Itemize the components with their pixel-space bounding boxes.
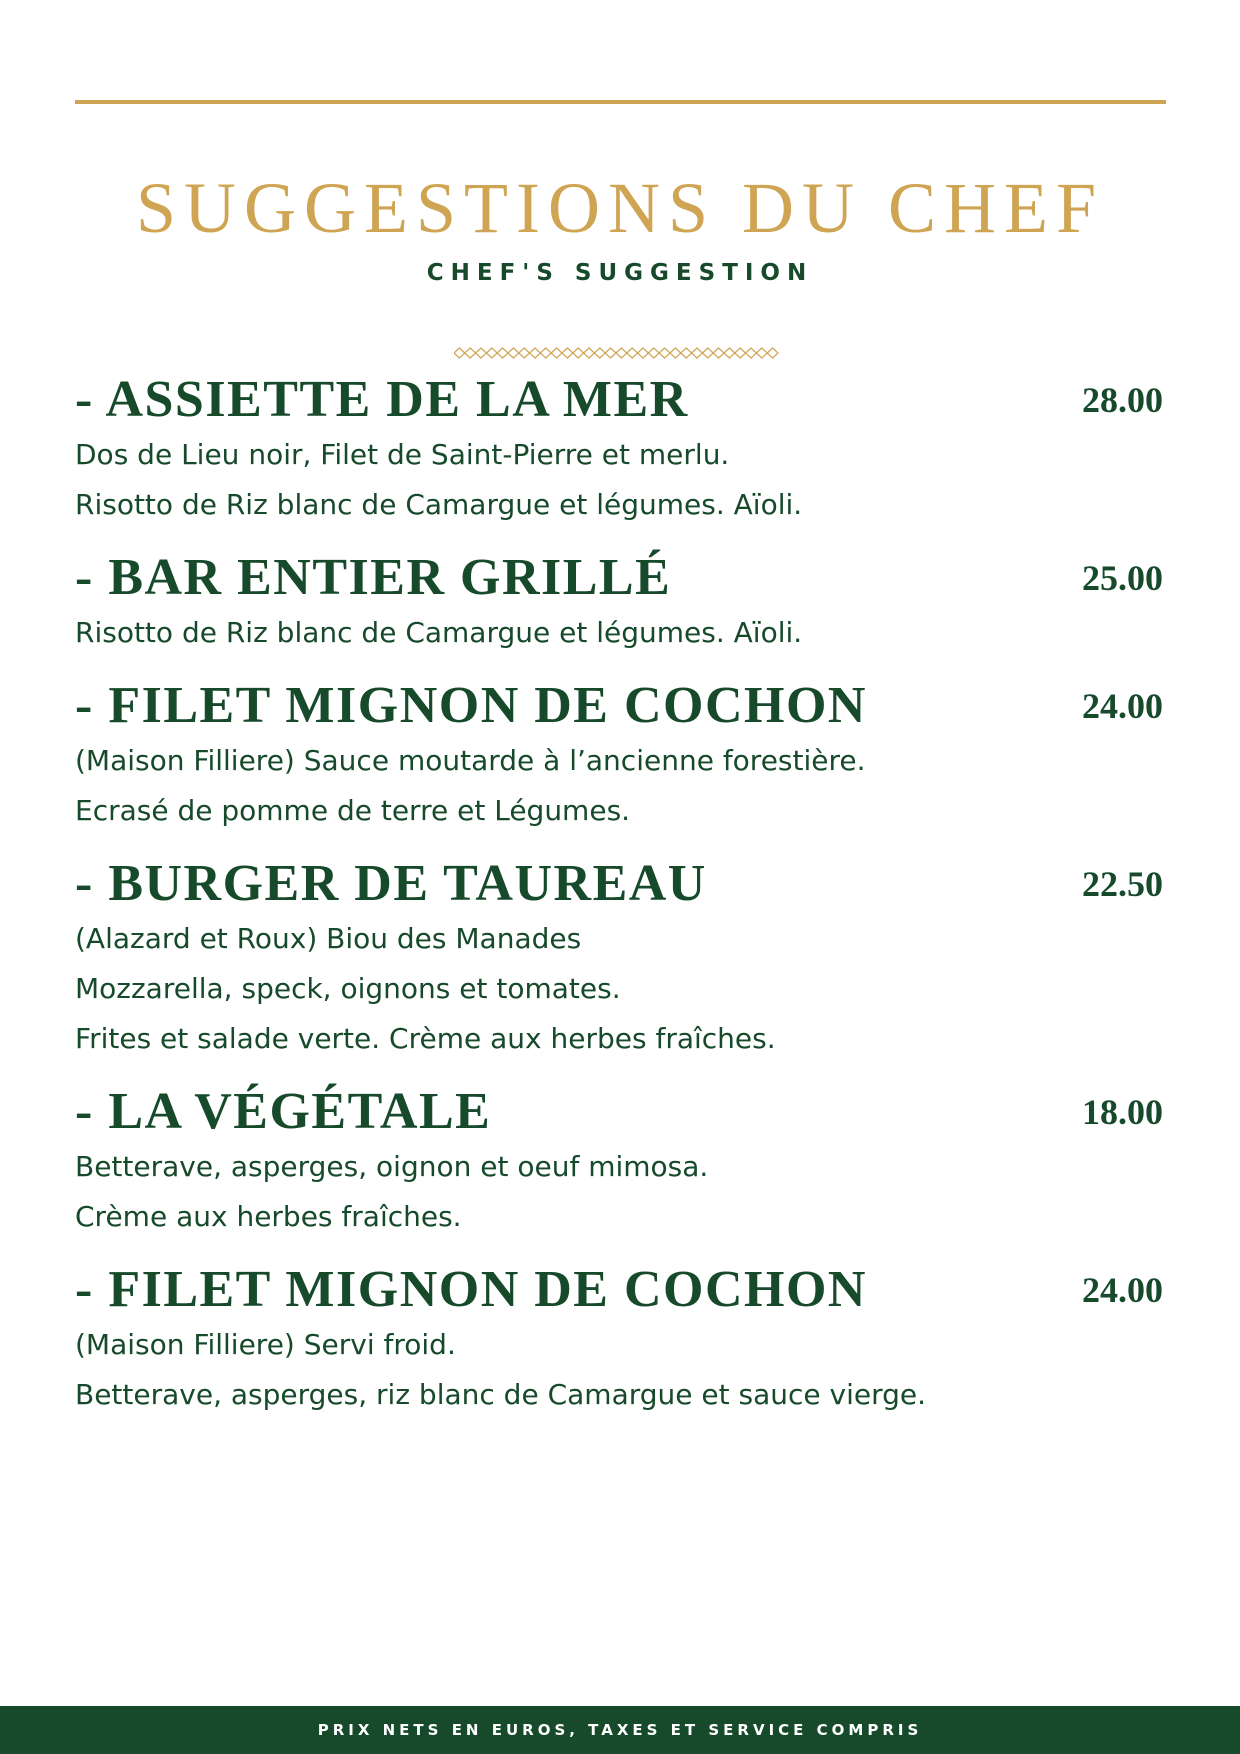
top-divider bbox=[75, 100, 1166, 104]
dish-price: 18.00 bbox=[1082, 1092, 1163, 1132]
dish-name: - LA VÉGÉTALE bbox=[75, 1083, 492, 1140]
menu-item bbox=[75, 370, 1165, 530]
dish-name: - BURGER DE TAUREAU bbox=[75, 855, 707, 912]
dish-description: (Maison Filliere) Servi froid. bbox=[75, 1328, 456, 1361]
dish-price: 28.00 bbox=[1082, 380, 1163, 420]
menu-item bbox=[75, 854, 1165, 1064]
menu-item bbox=[75, 548, 1165, 658]
dish-price: 24.00 bbox=[1082, 686, 1163, 726]
dish-name: - BAR ENTIER GRILLÉ bbox=[75, 549, 672, 606]
dish-name: - FILET MIGNON DE COCHON bbox=[75, 677, 867, 734]
dish-price: 25.00 bbox=[1082, 558, 1163, 598]
dish-description: Betterave, asperges, riz blanc de Camargue et sauce vierge. bbox=[75, 1378, 927, 1411]
page-title: SUGGESTIONS DU CHEF bbox=[135, 168, 1105, 248]
dish-description: Risotto de Riz blanc de Camargue et légumes. Aïoli. bbox=[75, 616, 803, 649]
menu-list bbox=[75, 370, 1165, 1438]
page-subtitle: CHEF'S SUGGESTION bbox=[426, 260, 814, 286]
dish-description: (Alazard et Roux) Biou des Manades bbox=[75, 922, 582, 955]
dish-description: (Maison Filliere) Sauce moutarde à l’ancienne forestière. bbox=[75, 744, 866, 777]
diamond-ornament-divider bbox=[454, 347, 786, 359]
dish-name: - ASSIETTE DE LA MER bbox=[75, 371, 689, 428]
dish-price: 24.00 bbox=[1082, 1270, 1163, 1310]
footer-note: PRIX NETS EN EUROS, TAXES ET SERVICE COMPRIS bbox=[0, 1706, 1240, 1754]
menu-item bbox=[75, 1082, 1165, 1242]
dish-name: - FILET MIGNON DE COCHON bbox=[75, 1261, 867, 1318]
dish-description: Dos de Lieu noir, Filet de Saint-Pierre et merlu. bbox=[75, 438, 730, 471]
dish-description: Crème aux herbes fraîches. bbox=[75, 1200, 462, 1233]
menu-item bbox=[75, 676, 1165, 836]
dish-description: Risotto de Riz blanc de Camargue et légumes. Aïoli. bbox=[75, 488, 803, 521]
menu-item bbox=[75, 1260, 1165, 1420]
dish-price: 22.50 bbox=[1082, 864, 1163, 904]
dish-description: Mozzarella, speck, oignons et tomates. bbox=[75, 972, 621, 1005]
dish-description: Ecrasé de pomme de terre et Légumes. bbox=[75, 794, 631, 827]
dish-description: Betterave, asperges, oignon et oeuf mimosa. bbox=[75, 1150, 709, 1183]
dish-description: Frites et salade verte. Crème aux herbes fraîches. bbox=[75, 1022, 776, 1055]
